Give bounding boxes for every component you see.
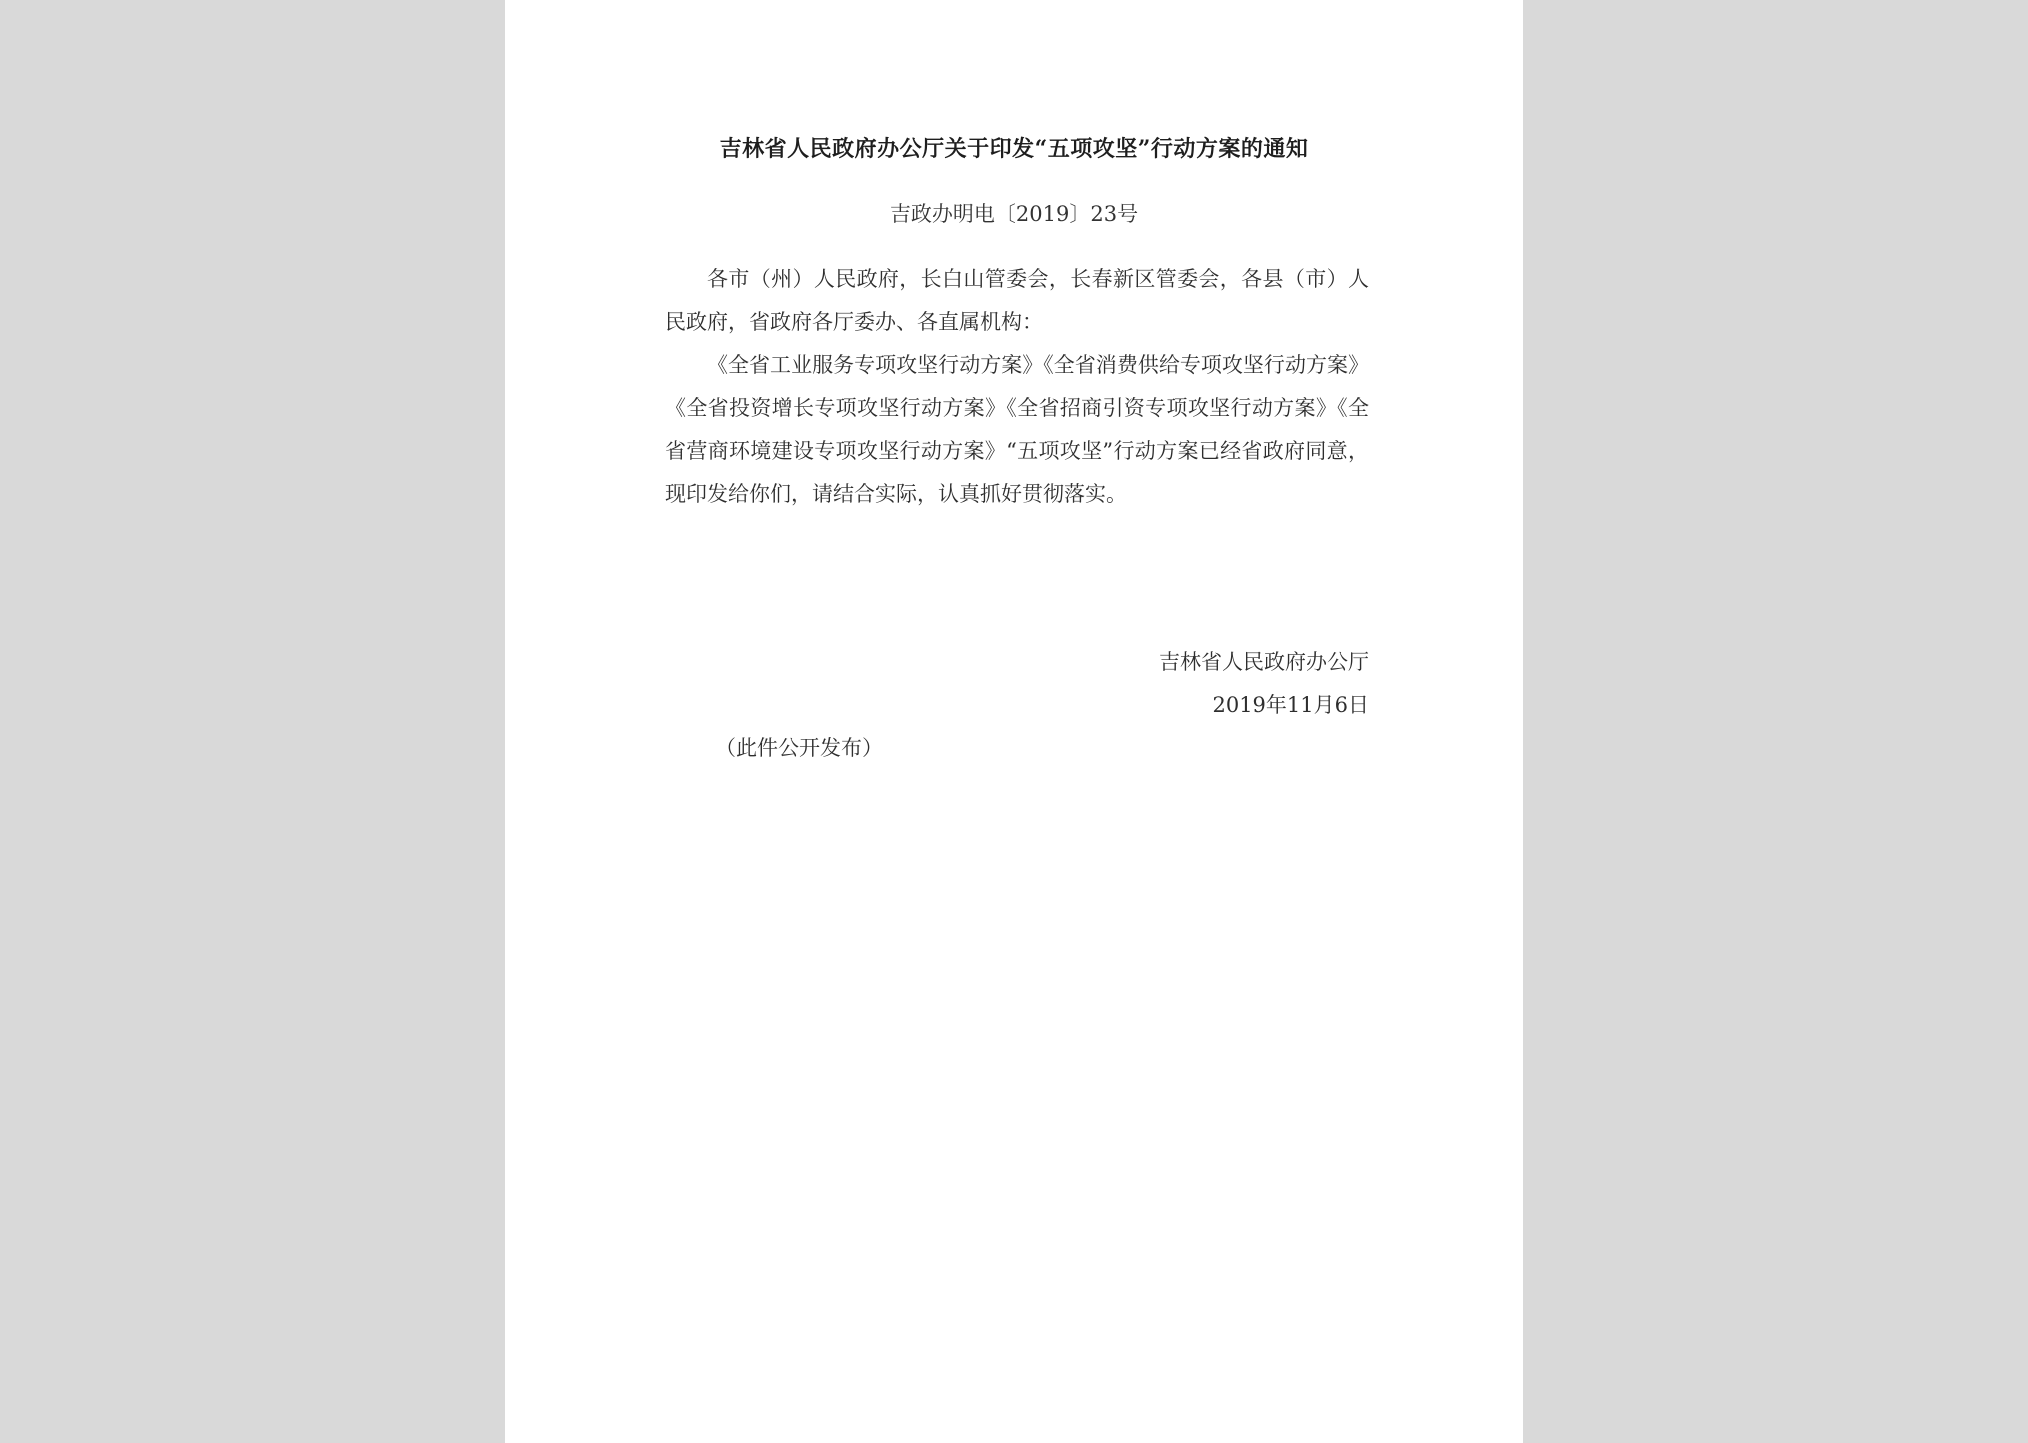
document-number: 吉政办明电〔2019〕23号 bbox=[889, 202, 1139, 226]
issuer-name: 吉林省人民政府办公厅 bbox=[1159, 650, 1369, 674]
signature-block bbox=[1159, 641, 1369, 727]
document-title: 吉林省人民政府办公厅关于印发“五项攻坚”行动方案的通知 bbox=[719, 136, 1309, 162]
issue-date: 2019年11月6日 bbox=[1212, 693, 1369, 717]
public-release-note: （此件公开发布） bbox=[715, 736, 883, 760]
content-paragraph: 《全省工业服务专项攻坚行动方案》《全省消费供给专项攻坚行动方案》《全省投资增长专项攻坚行动方案》《全省招商引资专项攻坚行动方案》《全省营商环境建设专项攻坚行动方案》“五项攻坚”行动方案已经省政府同意，现印发给你们，请结合实际，认真抓好贯彻落实。 bbox=[665, 353, 1369, 506]
document-page bbox=[505, 0, 1523, 1443]
addressee-paragraph: 各市（州）人民政府，长白山管委会，长春新区管委会，各县（市）人民政府，省政府各厅委办、各直属机构： bbox=[665, 267, 1369, 334]
document-body bbox=[665, 258, 1369, 516]
